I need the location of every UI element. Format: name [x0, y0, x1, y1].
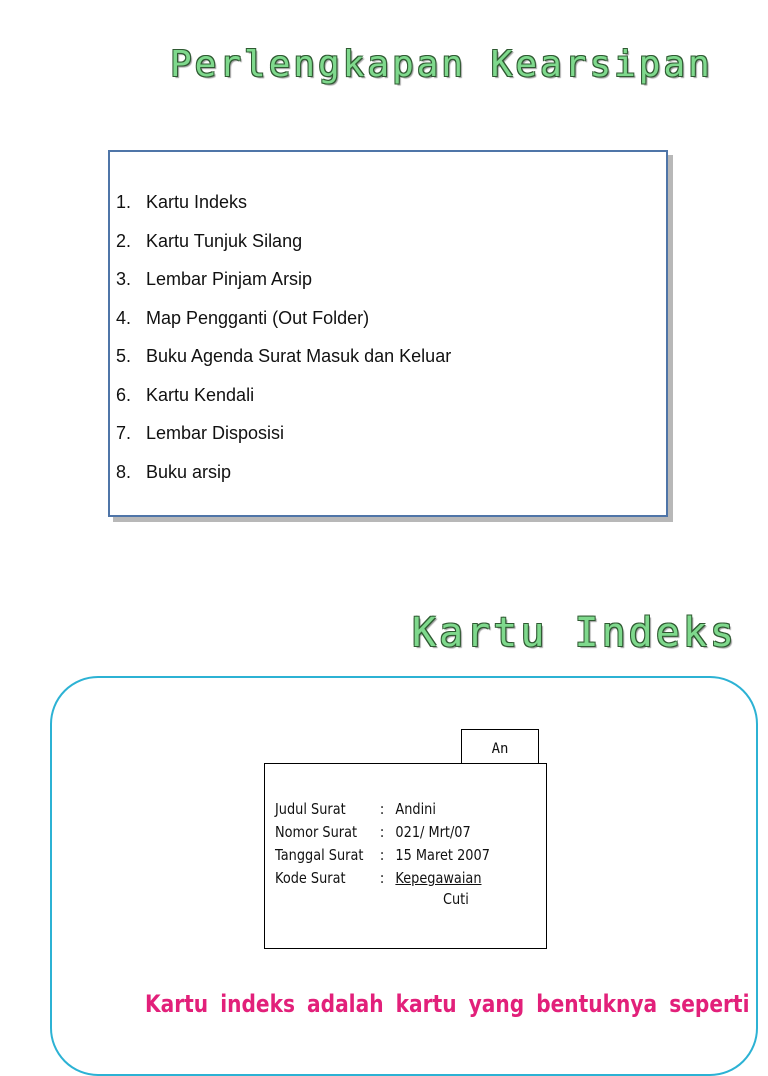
card-row-label: Judul Surat [275, 800, 346, 818]
card-row-nomor [275, 823, 471, 841]
equipment-list-box [108, 150, 668, 517]
card-row-tanggal [275, 846, 490, 864]
card-row-kode [275, 869, 481, 887]
list-item-text: Kartu Tunjuk Silang [146, 230, 303, 251]
card-row-colon: : [379, 823, 385, 841]
list-item [116, 189, 451, 228]
list-item [116, 420, 451, 459]
card-row-colon: : [379, 800, 385, 818]
list-item [116, 343, 451, 382]
list-item-number: 4. [116, 307, 132, 328]
list-item [116, 459, 451, 498]
slide-title-perlengkapan: Perlengkapan Kearsipan [170, 44, 713, 85]
list-item-number: 1. [116, 192, 132, 212]
list-item-number: 5. [116, 346, 132, 366]
list-item-text: Kartu Kendali [146, 384, 255, 405]
card-row-colon: : [379, 846, 385, 864]
card-row-label: Nomor Surat [275, 823, 358, 841]
list-item-text: Map Pengganti (Out Folder) [146, 307, 370, 328]
card-row-label: Tanggal Surat [275, 846, 364, 864]
card-row-judul [275, 800, 436, 818]
list-item-text: Kartu Indeks [146, 192, 248, 212]
slide-title-kartu-indeks: Kartu Indeks [412, 610, 737, 656]
list-item-text: Buku arsip [146, 461, 232, 482]
card-row-label: Kode Surat [275, 869, 346, 887]
list-item [116, 266, 451, 305]
list-item-number: 6. [116, 384, 132, 405]
equipment-list [116, 189, 451, 497]
list-item-number: 7. [116, 423, 132, 443]
list-item-text: Buku Agenda Surat Masuk dan Keluar [146, 346, 452, 366]
list-item [116, 228, 451, 267]
list-item-number: 2. [116, 230, 132, 251]
card-row-value: Kepegawaian [395, 869, 482, 887]
card-row-value: 15 Maret 2007 [395, 846, 490, 864]
kartu-indeks-description: Kartu indeks adalah kartu yang bentuknya seperti [145, 990, 750, 1018]
card-extra-value: Cuti [443, 890, 469, 908]
list-item-text: Lembar Pinjam Arsip [146, 269, 313, 289]
card-row-value: Andini [395, 800, 436, 818]
list-item [116, 305, 451, 344]
list-item-number: 3. [116, 269, 132, 289]
index-card-tab: An [461, 729, 539, 765]
card-row-value: 021/ Mrt/07 [395, 823, 471, 841]
list-item-text: Lembar Disposisi [146, 423, 285, 443]
list-item-number: 8. [116, 461, 132, 482]
card-row-colon: : [379, 869, 385, 887]
index-card [264, 763, 547, 949]
list-item [116, 382, 451, 421]
